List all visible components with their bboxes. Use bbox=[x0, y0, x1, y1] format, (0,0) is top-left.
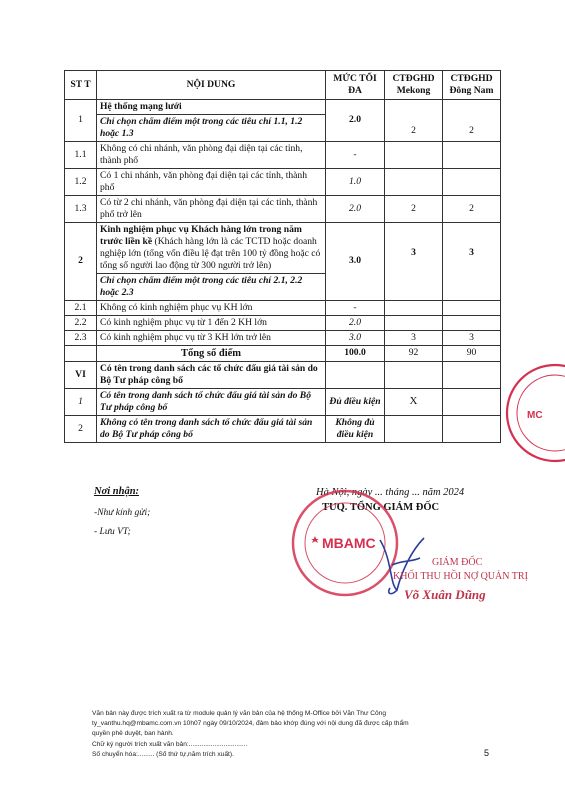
section-dongnam-empty bbox=[443, 361, 501, 388]
section-row bbox=[65, 361, 501, 388]
row-max: - bbox=[326, 141, 385, 168]
row-dongnam: 2 bbox=[443, 195, 501, 222]
row-max: 2.0 bbox=[326, 315, 385, 330]
header-content: NỘI DUNG bbox=[97, 71, 326, 100]
row-dongnam bbox=[443, 415, 501, 442]
row-stt: 2 bbox=[65, 222, 97, 300]
row-stt: 1.3 bbox=[65, 195, 97, 222]
table-row bbox=[65, 168, 501, 195]
row-stt: 1.2 bbox=[65, 168, 97, 195]
table-row bbox=[65, 415, 501, 442]
row-title: Hệ thống mạng lưới bbox=[97, 100, 326, 115]
table-row bbox=[65, 315, 501, 330]
row-max: 2.0 bbox=[326, 195, 385, 222]
signature-date: Hà Nội, ngày ... tháng ... năm 2024 bbox=[316, 487, 465, 498]
partial-stamp bbox=[505, 358, 565, 468]
row-content: Không có tên trong danh sách tổ chức đấu giá tài sản do Bộ Tư pháp công bố bbox=[97, 415, 326, 442]
row-max: 2.0 bbox=[326, 100, 385, 142]
row-mekong bbox=[385, 315, 443, 330]
table-header-row bbox=[65, 71, 501, 100]
section-mekong-empty bbox=[385, 361, 443, 388]
row-stt: 2.1 bbox=[65, 300, 97, 315]
row-note: Chỉ chọn chấm điểm một trong các tiêu chí 2.1, 2.2 hoặc 2.3 bbox=[97, 273, 326, 300]
row-max: - bbox=[326, 300, 385, 315]
total-stt-empty bbox=[65, 345, 97, 361]
header-dongnam: CTĐGHD Đông Nam bbox=[443, 71, 501, 100]
table-row bbox=[65, 141, 501, 168]
table-row bbox=[65, 100, 501, 115]
row-content: Có từ 2 chi nhánh, văn phòng đại diện tại các tỉnh, thành phố trở lên bbox=[97, 195, 326, 222]
total-max: 100.0 bbox=[326, 345, 385, 361]
row-dongnam bbox=[443, 315, 501, 330]
row-mekong: 2 bbox=[385, 195, 443, 222]
row-content: Có kinh nghiệm phục vụ từ 1 đến 2 KH lớn bbox=[97, 315, 326, 330]
section-max-empty bbox=[326, 361, 385, 388]
row-content: Có tên trong danh sách tổ chức đấu giá tài sản do Bộ Tư pháp công bố bbox=[97, 388, 326, 415]
partial-stamp-text: MC bbox=[527, 410, 543, 421]
row-mekong: 3 bbox=[385, 330, 443, 345]
row-mekong bbox=[385, 168, 443, 195]
footer-line5: Số chuyển hóa:......... (Số thứ tự,năm trích xuất). bbox=[92, 750, 234, 758]
row-max: Không đủ điều kiện bbox=[326, 415, 385, 442]
row-max: 3.0 bbox=[326, 222, 385, 300]
header-stt: ST T bbox=[65, 71, 97, 100]
section-stt: VI bbox=[65, 361, 97, 388]
row-stt: 2.2 bbox=[65, 315, 97, 330]
row-content: Có kinh nghiệm phục vụ từ 3 KH lớn trở lên bbox=[97, 330, 326, 345]
page-number: 5 bbox=[484, 748, 490, 758]
recipients-line2: - Lưu VT; bbox=[94, 527, 131, 537]
header-mekong: CTĐGHD Mekong bbox=[385, 71, 443, 100]
row-title-rest: (Khách hàng lớn là các TCTD hoặc doanh nghiệp lớn (tổng vốn điều lệ đạt trên 100 tỷ đồng hoặc có tổng số người lao động từ 300 người trở lên) bbox=[100, 235, 321, 271]
row-stt: 1.1 bbox=[65, 141, 97, 168]
row-stt: 2.3 bbox=[65, 330, 97, 345]
row-stt: 1 bbox=[65, 388, 97, 415]
row-dongnam bbox=[443, 388, 501, 415]
table-row bbox=[65, 388, 501, 415]
row-mekong bbox=[385, 300, 443, 315]
row-stt: 2 bbox=[65, 415, 97, 442]
row-mekong bbox=[385, 141, 443, 168]
stamp-star-icon bbox=[311, 536, 319, 543]
row-mekong: X bbox=[385, 388, 443, 415]
row-content: Không có kinh nghiệm phục vụ KH lớn bbox=[97, 300, 326, 315]
total-mekong: 92 bbox=[385, 345, 443, 361]
row-title: Kinh nghiệm phục vụ Khách hàng lớn trong năm trước liền kề bbox=[100, 223, 302, 247]
table-row bbox=[65, 300, 501, 315]
footer-line4: Chữ ký người trích xuất văn bản:................................ bbox=[92, 740, 248, 748]
row-content: Có 1 chi nhánh, văn phòng đại diện tại các tỉnh, thành phố bbox=[97, 168, 326, 195]
row-dongnam bbox=[443, 141, 501, 168]
recipients-title: Nơi nhận: bbox=[94, 486, 140, 497]
row-title-cell bbox=[97, 222, 326, 273]
row-dongnam bbox=[443, 168, 501, 195]
table-row bbox=[65, 222, 501, 273]
criteria-table bbox=[64, 70, 501, 443]
total-label: Tổng số điểm bbox=[97, 345, 326, 361]
footer-line3: quyền phê duyệt, ban hành. bbox=[92, 730, 174, 738]
signature-position2: KHỐI THU HỒI NỢ QUẢN TRỊ bbox=[393, 571, 528, 582]
row-max: Đủ điều kiện bbox=[326, 388, 385, 415]
footer-line2: ty_vanthu.hq@mbamc.com.vn 10h07 ngày 09/10/2024, đảm bảo khớp đúng với nội dung đã được cấp thẩm bbox=[92, 720, 409, 728]
row-dongnam bbox=[443, 300, 501, 315]
row-mekong: 2 bbox=[385, 100, 443, 142]
recipients-line1: -Như kính gửi; bbox=[94, 508, 151, 518]
stamp-logo: MBAMC bbox=[322, 535, 376, 551]
row-dongnam: 3 bbox=[443, 330, 501, 345]
header-max: MỨC TỐI ĐA bbox=[326, 71, 385, 100]
row-mekong: 3 bbox=[385, 222, 443, 300]
row-note: Chỉ chọn chấm điểm một trong các tiêu chí 1.1, 1.2 hoặc 1.3 bbox=[97, 114, 326, 141]
row-stt: 1 bbox=[65, 100, 97, 142]
row-dongnam: 3 bbox=[443, 222, 501, 300]
section-content: Có tên trong danh sách các tổ chức đấu giá tài sản do Bộ Tư pháp công bố bbox=[97, 361, 326, 388]
table-row bbox=[65, 195, 501, 222]
row-dongnam: 2 bbox=[443, 100, 501, 142]
total-dongnam: 90 bbox=[443, 345, 501, 361]
signature-name: Võ Xuân Dũng bbox=[404, 587, 486, 602]
row-max: 3.0 bbox=[326, 330, 385, 345]
extraction-footer bbox=[92, 709, 512, 760]
signature-authority: TUQ. TỔNG GIÁM ĐỐC bbox=[322, 502, 440, 513]
table-row bbox=[65, 330, 501, 345]
signature-position1: GIÁM ĐỐC bbox=[432, 557, 483, 568]
row-max: 1.0 bbox=[326, 168, 385, 195]
row-mekong bbox=[385, 415, 443, 442]
total-row bbox=[65, 345, 501, 361]
row-content: Không có chi nhánh, văn phòng đại diện tại các tỉnh, thành phố bbox=[97, 141, 326, 168]
footer-line1: Văn bản này được trích xuất ra từ module quản lý văn bản của hệ thống M-Office bởi Văn Thư Công bbox=[92, 710, 386, 717]
